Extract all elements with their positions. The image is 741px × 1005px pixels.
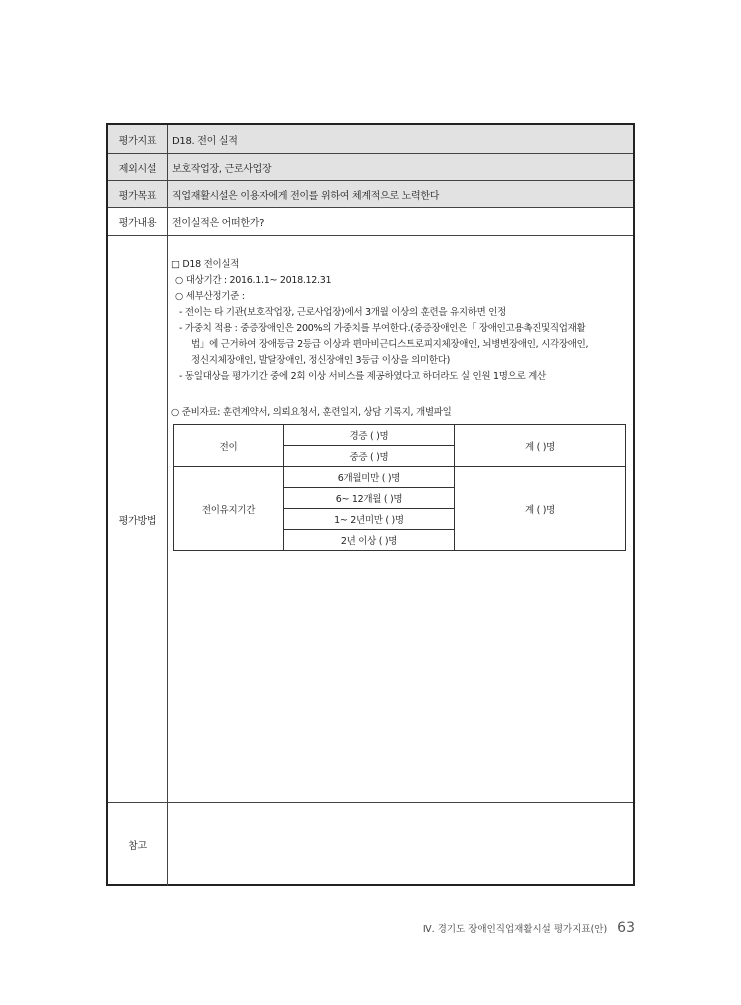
row-goal — [108, 181, 633, 208]
transfer-total: 계 ( )명 — [455, 425, 626, 467]
evaluation-table — [106, 123, 635, 886]
row-label: 참고 — [108, 803, 168, 886]
duration-header: 전이유지기간 — [174, 467, 284, 551]
method-content — [168, 236, 633, 802]
method-criteria-2: - 가중치 적용 : 중증장애인은 200%의 가중치를 부여한다.(중증장애인은「 장애인고용촉진및직업재활 — [179, 323, 586, 334]
duration-1-2y: 1~ 2년미만 ( )명 — [284, 509, 455, 530]
footer-text: Ⅳ. 경기도 장애인직업재활시설 평가지표(안) — [422, 924, 608, 935]
row-label: 평가방법 — [108, 236, 168, 802]
page-number: 63 — [617, 920, 635, 936]
duration-under-6m: 6개월미만 ( )명 — [284, 467, 455, 488]
page-footer — [423, 920, 635, 936]
row-method — [108, 236, 633, 803]
row-label: 평가목표 — [108, 181, 168, 207]
mild-count: 경증 ( )명 — [284, 425, 455, 446]
row-label: 평가지표 — [108, 125, 168, 153]
method-criteria-2c: 정신지체장애인, 발달장애인, 정신장애인 3등급 이상을 의미한다) — [191, 355, 450, 366]
method-criteria: ○ 세부산정기준 : — [175, 291, 245, 302]
method-heading: □ D18 전이실적 — [171, 259, 240, 270]
row-content — [108, 208, 633, 236]
method-materials: ○ 준비자료: 훈련계약서, 의뢰요청서, 훈련일지, 상담 기록지, 개별파일 — [171, 407, 452, 418]
row-value: 보호작업장, 근로사업장 — [172, 163, 272, 175]
row-indicator — [108, 125, 633, 154]
row-label: 제외시설 — [108, 154, 168, 180]
table-row — [174, 425, 626, 446]
row-value: D18. 전이 실적 — [172, 135, 238, 147]
transfer-count-table — [173, 424, 626, 551]
row-value — [168, 803, 633, 886]
severe-count: 중증 ( )명 — [284, 446, 455, 467]
method-period: ○ 대상기간 : 2016.1.1~ 2018.12.31 — [175, 275, 332, 286]
row-value: 직업재활시설은 이용자에게 전이를 위하여 체계적으로 노력한다 — [172, 190, 440, 202]
method-criteria-1: - 전이는 타 기관(보호작업장, 근로사업장)에서 3개월 이상의 훈련을 유지하면 인정 — [179, 307, 506, 318]
method-criteria-2b: 법」에 근거하여 장애등급 2등급 이상과 편마비근디스트로피지체장애인, 뇌병변장애인, 시각장애인, — [191, 339, 589, 350]
duration-6-12m: 6~ 12개월 ( )명 — [284, 488, 455, 509]
method-criteria-3: - 동일대상을 평가기간 중에 2회 이상 서비스를 제공하였다고 하더라도 실 인원 1명으로 계산 — [179, 371, 546, 382]
row-value: 전이실적은 어떠한가? — [172, 218, 265, 229]
duration-total: 계 ( )명 — [455, 467, 626, 551]
row-excluded — [108, 154, 633, 181]
transfer-header: 전이 — [174, 425, 284, 467]
row-note — [108, 803, 633, 886]
row-label: 평가내용 — [108, 208, 168, 235]
table-row — [174, 467, 626, 488]
duration-2y-plus: 2년 이상 ( )명 — [284, 530, 455, 551]
